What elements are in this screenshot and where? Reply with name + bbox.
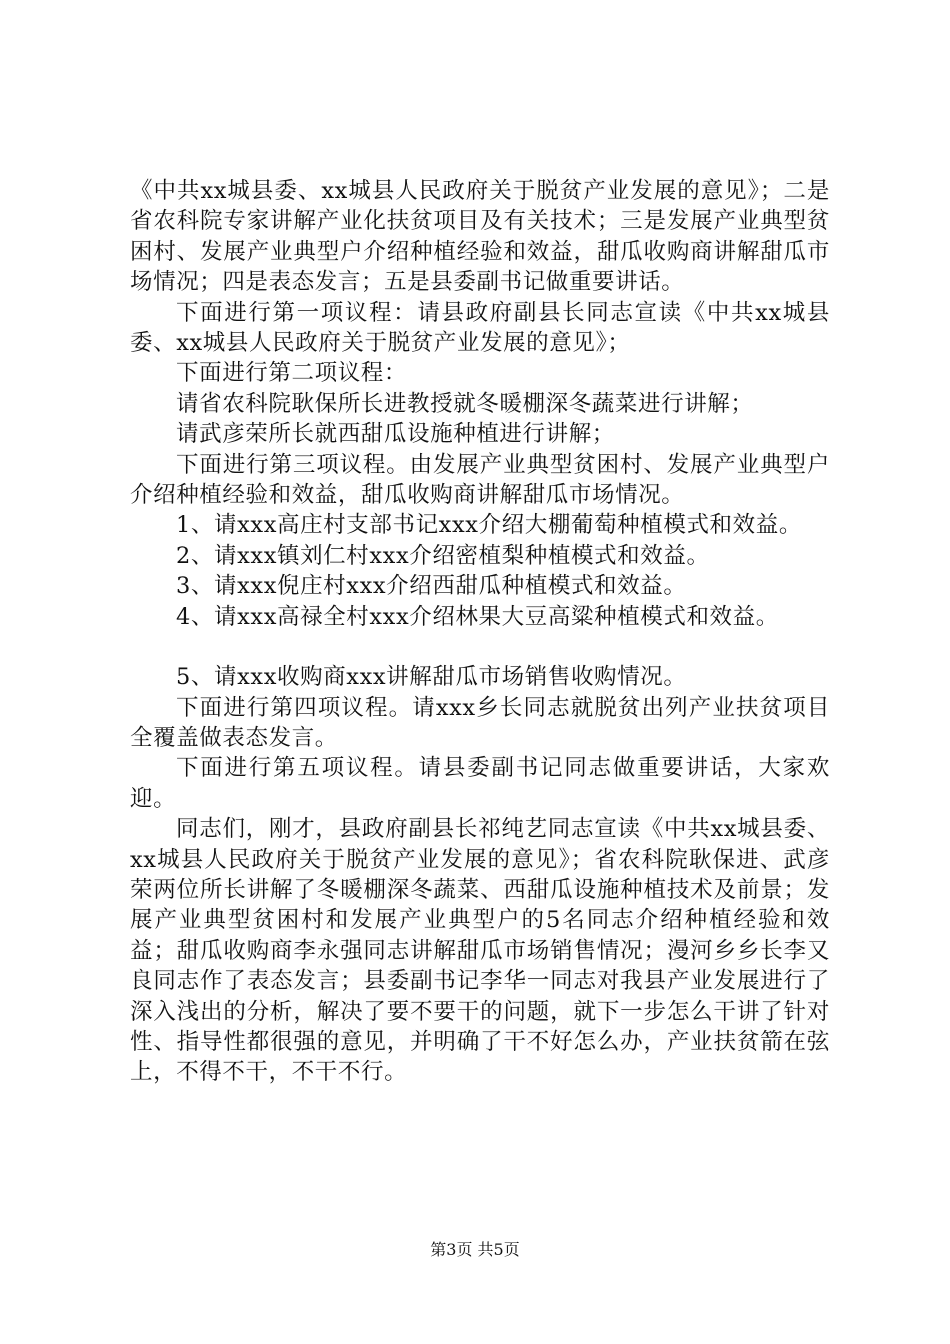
list-item-2: 2、请xxx镇刘仁村xxx介绍密植梨种植模式和效益。 xyxy=(176,542,710,569)
paragraph-agenda-item-5: 下面进行第五项议程。请县委副书记同志做重要讲话，大家欢迎。 xyxy=(130,755,830,812)
document-body xyxy=(130,176,830,1088)
paragraph-speaker-2: 请武彦荣所长就西甜瓜设施种植进行讲解； xyxy=(176,421,615,448)
list-item-4: 4、请xxx高禄全村xxx介绍林果大豆高粱种植模式和效益。 xyxy=(176,603,779,630)
paragraph-speaker-1: 请省农科院耿保所长进教授就冬暖棚深冬蔬菜进行讲解； xyxy=(176,390,754,417)
list-item-1: 1、请xxx高庄村支部书记xxx介绍大棚葡萄种植模式和效益。 xyxy=(176,512,802,539)
paragraph-spacer xyxy=(130,632,830,662)
page-number-footer: 第3页 共5页 xyxy=(430,1240,520,1259)
paragraph-agenda-item-3: 下面进行第三项议程。由发展产业典型贫困村、发展产业典型户介绍种植经验和效益，甜瓜收购商讲解甜瓜市场情况。 xyxy=(130,451,830,509)
paragraph-agenda-item-2: 下面进行第二项议程： xyxy=(176,360,408,387)
list-item-3: 3、请xxx倪庄村xxx介绍西甜瓜种植模式和效益。 xyxy=(176,573,687,600)
paragraph-agenda-item-1: 下面进行第一项议程：请县政府副县长同志宣读《中共xx城县委、xx城县人民政府关于脱贫产业发展的意见》； xyxy=(130,299,830,357)
paragraph-closing-summary: 同志们，刚才，县政府副县长祁纯艺同志宣读《中共xx城县委、xx城县人民政府关于脱贫产业发展的意见》；省农科院耿保进、武彦荣两位所长讲解了冬暖棚深冬蔬菜、西甜瓜设施种植技术及前景；发展产业典型贫困村和发展产业典型户的5名同志介绍种植经验和效益；甜瓜收购商李永强同志讲解甜瓜市场销售情况；漫河乡乡长李又良同志作了表态发言；县委副书记李华一同志对我县产业发展进行了深入浅出的分析，解决了要不要干的问题，就下一步怎么干讲了针对性、指导性都很强的意见，并明确了干不好怎么办，产业扶贫箭在弦上，不得不干，不干不行。 xyxy=(130,816,830,1086)
paragraph-agenda-summary: 《中共xx城县委、xx城县人民政府关于脱贫产业发展的意见》；二是省农科院专家讲解产业化扶贫项目及有关技术；三是发展产业典型贫困村、发展产业典型户介绍种植经验和效益，甜瓜收购商讲解甜瓜市场情况；四是表态发言；五是县委副书记做重要讲话。 xyxy=(130,178,830,296)
list-item-5: 5、请xxx收购商xxx讲解甜瓜市场销售收购情况。 xyxy=(176,664,687,691)
paragraph-agenda-item-4: 下面进行第四项议程。请xxx乡长同志就脱贫出列产业扶贫项目全覆盖做表态发言。 xyxy=(130,694,830,751)
